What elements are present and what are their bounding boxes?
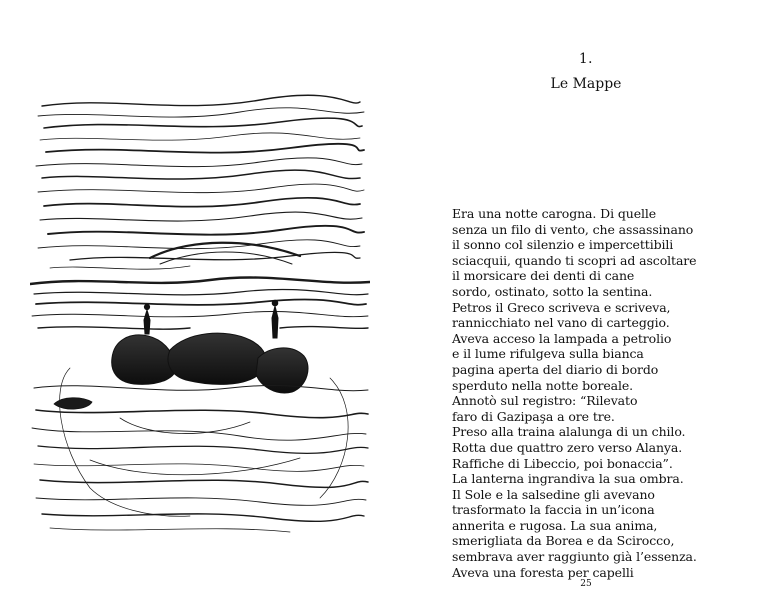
text-line: Aveva una foresta per capelli — [452, 564, 634, 580]
sea-illustration — [30, 88, 370, 536]
text-line: e il lume rifulgeva sulla bianca — [452, 346, 644, 362]
text-line: Petros il Greco scriveva e scriveva, — [452, 299, 671, 315]
chapter-number: 1. — [579, 51, 593, 67]
text-line: trasformato la faccia in un’icona — [452, 502, 655, 518]
text-line: Aveva acceso la lampada a petrolio — [452, 330, 672, 346]
text-line: sperduto nella notte boreale. — [452, 377, 634, 393]
text-line: La lanterna ingrandiva la sua ombra. — [452, 471, 684, 487]
chapter-body-text — [452, 206, 752, 580]
text-line: sordo, ostinato, sotto la sentina. — [452, 283, 653, 299]
text-line: faro di Gazipaşa a ore tre. — [452, 408, 615, 424]
text-line: Annotò sul registro: “Rilevato — [452, 393, 638, 409]
text-line: rannicchiato nel vano di carteggio. — [452, 315, 670, 331]
text-line: pagina aperta del diario di bordo — [452, 361, 659, 377]
text-line: Era una notte carogna. Di quelle — [452, 206, 657, 221]
text-line: Rotta due quattro zero verso Alanya. — [452, 439, 683, 455]
text-line: sembrava aver raggiunto già l’essenza. — [452, 549, 697, 565]
text-line: sciacquii, quando ti scopri ad ascoltare — [452, 252, 697, 268]
sea-landscape-engraving-icon — [30, 88, 370, 536]
text-line: Preso alla traina alalunga di un chilo. — [452, 424, 686, 440]
chapter-title: Le Mappe — [550, 76, 622, 92]
text-line: annerita e rugosa. La sua anima, — [452, 517, 658, 533]
page-number: 25 — [580, 579, 592, 589]
text-line: il morsicare dei denti di cane — [452, 268, 635, 284]
text-line: Raffiche di Libeccio, poi bonaccia”. — [452, 455, 673, 471]
text-line: il sonno col silenzio e impercettibili — [452, 237, 674, 253]
text-line: senza un filo di vento, che assassinano — [452, 221, 694, 237]
text-line: Il Sole e la salsedine gli avevano — [452, 486, 655, 502]
text-line: smerigliata da Borea e da Scirocco, — [452, 533, 675, 549]
chapter-heading — [486, 50, 686, 93]
